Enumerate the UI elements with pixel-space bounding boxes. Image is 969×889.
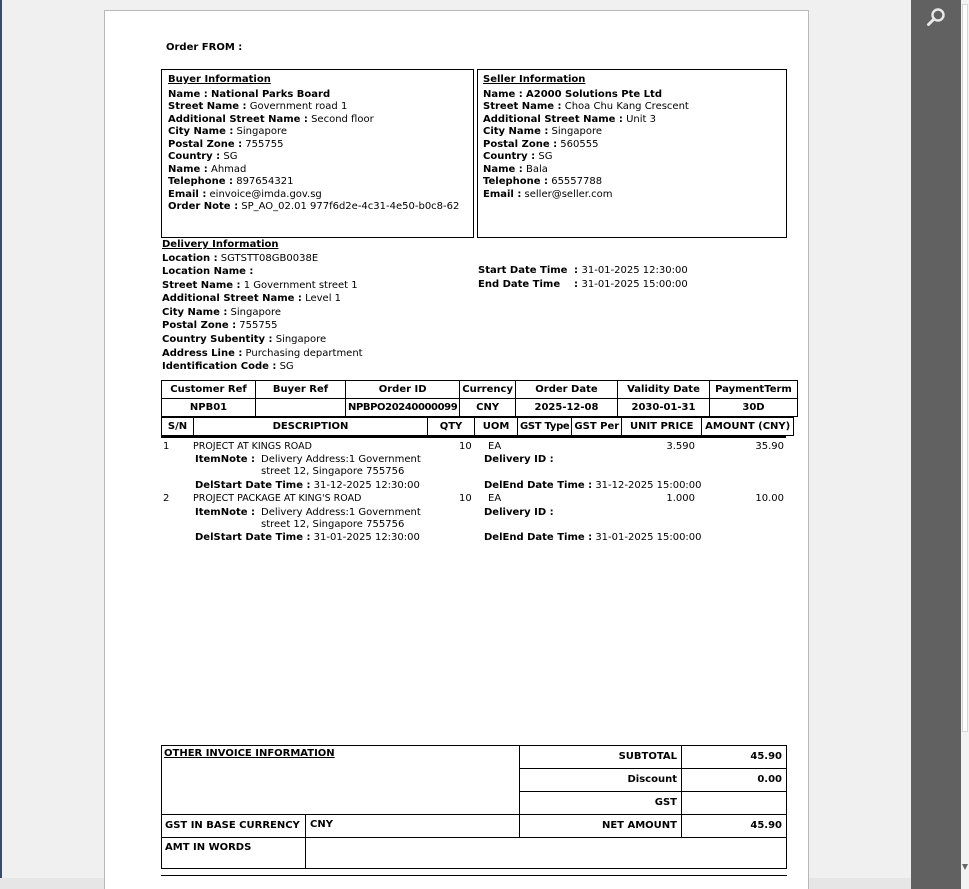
seller-field [483,151,689,164]
field-value: Ahmad [211,163,247,175]
totals-box [161,745,787,869]
col-order-id: Order ID [346,381,460,399]
field-value: Unit 3 [626,113,656,125]
val-customer-ref: NPB01 [162,399,256,417]
buyer-field [168,151,459,164]
del-start-label: DelStart Date Time : [195,532,311,543]
gst-base-currency-label: GST IN BASE CURRENCY [165,820,300,831]
field-value: Bala [526,163,548,175]
buyer-field [168,189,459,202]
item-note-line-2: street 12, Singapore 755756 [261,519,405,530]
delivery-field [162,279,363,293]
field-label: City Name : [483,126,549,137]
del-end-label: DelEnd Date Time : [484,480,593,491]
delivery-field [162,319,363,333]
field-label: Order Note : [168,201,239,212]
seller-field [483,89,689,102]
col-currency: Currency [460,381,516,399]
item-uom: EA [488,493,502,504]
buyer-fields [168,89,459,214]
seller-field [483,139,689,152]
field-label: Location Name : [162,266,254,278]
del-start [195,480,420,491]
col-gst-per: GST Per [572,418,622,436]
item-description: PROJECT PACKAGE AT KING'S ROAD [193,493,362,504]
amt-in-words-label: AMT IN WORDS [165,842,252,853]
field-value: Government road 1 [249,101,348,112]
val-buyer-ref [256,399,346,417]
field-label: City Name : [168,126,234,137]
val-currency: CNY [460,399,516,417]
subtotal-label: SUBTOTAL [618,751,677,762]
del-start-value: 31-12-2025 12:30:00 [313,480,420,491]
field-label: Street Name : [483,101,562,112]
item-qty: 10 [459,441,472,452]
field-label: Postal Zone : [162,320,237,332]
seller-field [483,176,689,189]
scrollbar-thumb[interactable] [962,4,968,732]
col-validity-date: Validity Date [617,381,709,399]
col-unit-price: UNIT PRICE [622,418,702,436]
field-label: Name : [483,163,523,175]
field-label: Postal Zone : [483,138,558,150]
field-value: SG [223,151,238,162]
seller-field [483,126,689,139]
field-label: Street Name : [168,101,247,112]
field-label: Name : [168,163,208,175]
del-end [484,480,702,491]
del-end-value: 31-01-2025 15:00:00 [595,532,702,543]
delivery-field [162,265,363,279]
field-label: Telephone : [483,176,549,187]
col-customer-ref: Customer Ref [162,381,256,399]
del-end [484,532,702,543]
item-amount: 35.90 [755,441,784,452]
item-qty: 10 [459,493,472,504]
document-page [104,10,809,889]
field-label: Additional Street Name : [162,293,302,305]
item-note-line-1: Delivery Address:1 Government [261,507,421,518]
item-description: PROJECT AT KINGS ROAD [193,441,312,452]
order-header-row [162,381,798,399]
next-section-top-border [161,875,787,876]
field-label: Location : [162,252,218,264]
item-amount: 10.00 [755,493,784,504]
field-value: seller@seller.com [524,188,613,200]
buyer-field [168,176,459,189]
field-label: Additional Street Name : [483,113,623,125]
val-order-date: 2025-12-08 [515,399,617,417]
del-end-value: 31-12-2025 15:00:00 [595,480,702,491]
net-amount-label: NET AMOUNT [601,820,677,831]
buyer-field [168,139,459,152]
item-note-line-1: Delivery Address:1 Government [261,454,421,465]
item-note-label: ItemNote : [195,507,255,518]
field-label: Country : [168,151,221,162]
field-value: 755755 [245,138,284,150]
totals-divider [162,837,787,838]
delivery-info-section [162,238,363,374]
col-description: DESCRIPTION [194,418,428,436]
delivery-id-label: Delivery ID : [484,507,554,518]
buyer-field [168,126,459,139]
val-validity-date: 2030-01-31 [617,399,709,417]
start-date-label: Start Date Time [478,265,568,276]
field-label: Name : [483,88,523,100]
col-sn: S/N [162,418,194,436]
field-value: SG [538,151,553,162]
field-label: Postal Zone : [168,138,243,150]
end-date-label: End Date Time [478,279,561,290]
col-payment-term: PaymentTerm [709,381,797,399]
other-info-label: OTHER INVOICE INFORMATION [164,748,335,759]
field-value: Singapore [551,126,602,137]
val-payment-term: 30D [709,399,797,417]
field-value: 560555 [560,138,599,150]
field-label: Identification Code : [162,361,277,373]
buyer-field [168,201,459,214]
item-uom: EA [488,441,502,452]
subtotal-value: 45.90 [750,751,782,762]
field-value: Singapore [230,306,281,318]
delivery-field [162,333,363,347]
item-note-line-2: street 12, Singapore 755756 [261,466,405,477]
del-start-value: 31-01-2025 12:30:00 [313,532,420,543]
item-unit-price: 1.000 [666,493,695,504]
discount-value: 0.00 [757,774,782,785]
field-label: City Name : [162,306,228,318]
delivery-id-label: Delivery ID : [484,454,554,465]
field-value: Purchasing department [245,347,363,359]
field-label: Additional Street Name : [168,113,308,125]
buyer-field [168,101,459,114]
end-date-time: End Date Time : 31-01-2025 15:00:00 [478,279,688,290]
del-end-label: DelEnd Date Time : [484,532,593,543]
field-value: Second floor [311,113,374,125]
seller-field [483,164,689,177]
field-value: 897654321 [236,176,294,187]
delivery-heading: Delivery Information [162,239,279,250]
delivery-field [162,252,363,266]
start-date-time: Start Date Time : 31-01-2025 12:30:00 [478,265,688,276]
gst-label: GST [654,797,677,808]
buyer-field [168,114,459,127]
delivery-field [162,347,363,361]
field-label: Telephone : [168,176,234,187]
item-unit-price: 3.590 [666,441,695,452]
order-value-row [162,399,798,417]
field-value: Choa Chu Kang Crescent [564,101,689,112]
seller-fields [483,89,689,202]
buyer-heading: Buyer Information [168,74,271,85]
field-value: Singapore [236,126,287,137]
col-gst-type: GST Type [518,418,572,436]
items-header-rule [161,435,786,438]
net-amount-value: 45.90 [750,820,782,831]
items-header-table [161,417,794,436]
end-date-value: 31-01-2025 15:00:00 [581,279,688,290]
delivery-field [162,292,363,306]
field-value: Level 1 [305,293,342,305]
field-value: 1 Government street 1 [243,279,358,291]
col-qty: QTY [428,418,475,436]
field-value: SP_AO_02.01 977f6d2e-4c31-4e50-b0c8-62 [241,201,460,212]
field-value: einvoice@imda.gov.sg [209,188,322,200]
field-label: Street Name : [162,279,241,291]
seller-field [483,114,689,127]
col-order-date: Order Date [515,381,617,399]
seller-heading: Seller Information [483,74,586,85]
viewer-left-edge [0,0,2,889]
field-value: A2000 Solutions Pte Ltd [526,88,662,100]
delivery-field [162,360,363,374]
field-value: SG [279,361,294,373]
item-note-label: ItemNote : [195,454,255,465]
totals-divider [520,791,787,792]
col-amount: AMOUNT (CNY) [702,418,794,436]
delivery-field [162,306,363,320]
val-order-id: NPBPO20240000099 [346,399,460,417]
start-date-value: 31-01-2025 12:30:00 [581,265,688,276]
del-start [195,532,420,543]
del-start-label: DelStart Date Time : [195,480,311,491]
seller-field [483,101,689,114]
field-label: Address Line : [162,347,243,359]
field-value: SGTSTT08GB0038E [220,252,319,264]
totals-divider [305,815,306,869]
field-value: 755755 [239,320,278,332]
items-header-row [162,418,794,436]
totals-divider [520,768,787,769]
delivery-fields [162,252,363,374]
seller-field [483,189,689,202]
field-value: Singapore [275,334,327,346]
order-header-table [161,380,798,417]
totals-divider [162,814,787,815]
col-uom: UOM [475,418,518,436]
seller-info-box [477,69,787,238]
field-label: Country Subentity : [162,334,273,346]
scroll-down-arrow[interactable] [962,864,968,870]
field-value: National Parks Board [211,88,331,100]
order-from-label: Order FROM : [166,42,243,53]
buyer-field [168,164,459,177]
field-label: Country : [483,151,536,162]
gst-base-currency-value: CNY [310,819,333,830]
item-sn: 1 [163,441,170,452]
field-value: 65557788 [551,176,603,187]
item-sn: 2 [163,493,170,504]
buyer-info-box [161,69,474,238]
search-icon[interactable] [926,7,946,27]
col-buyer-ref: Buyer Ref [256,381,346,399]
field-label: Name : [168,88,208,100]
field-label: Email : [168,188,207,200]
discount-label: Discount [627,774,677,785]
buyer-field [168,89,459,102]
field-label: Email : [483,188,522,200]
